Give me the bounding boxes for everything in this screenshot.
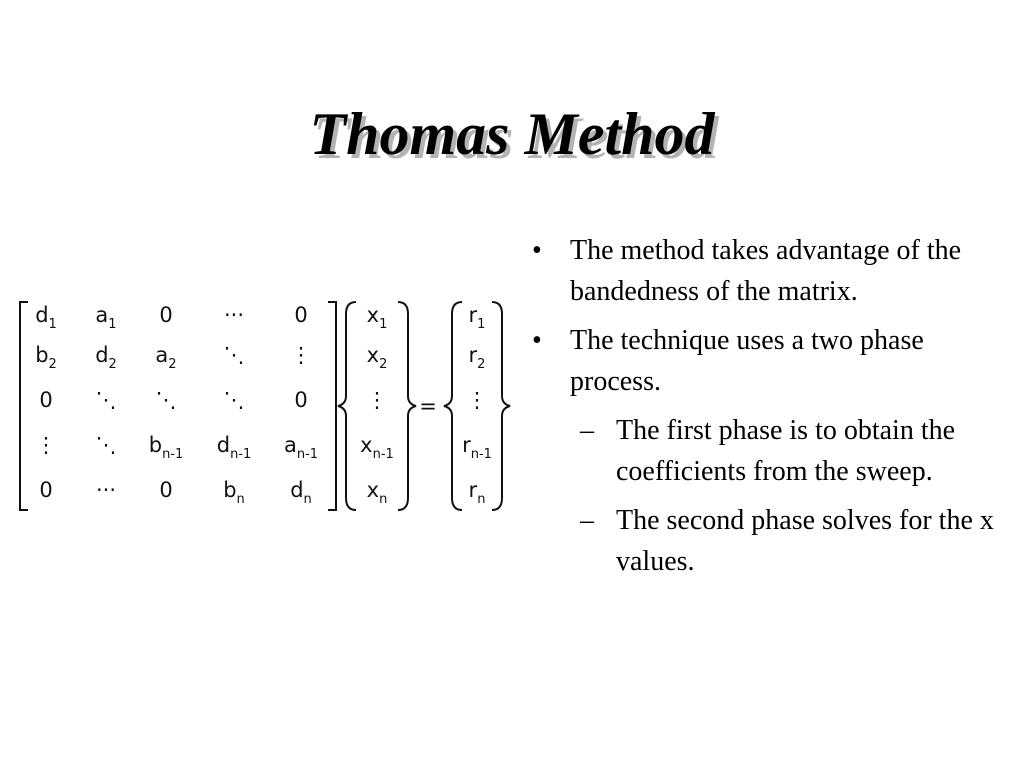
matrix-entry-r5-c5	[290, 478, 312, 507]
equation-drawing	[16, 292, 516, 520]
matrix-entry-r1-c3-symbol: 0	[159, 303, 173, 327]
matrix-entry-r3-c3-symbol: ⋱	[155, 388, 177, 412]
matrix-entry-r5-c3-symbol: 0	[159, 478, 173, 502]
r-vector-entry-2-symbol: r	[468, 343, 478, 367]
matrix-entry-r2-c5	[291, 343, 312, 367]
bullet-list	[530, 230, 1000, 590]
matrix-entry-r2-c4-symbol: ⋱	[223, 343, 245, 367]
matrix-entry-r3-c2-symbol: ⋱	[95, 388, 117, 412]
matrix-entry-r4-c4-subscript: n-1	[230, 447, 252, 462]
matrix-entry-r1-c1-symbol: d	[35, 303, 49, 327]
bullet-marker: •	[532, 325, 542, 356]
matrix-entry-r4-c5-symbol: a	[283, 433, 297, 457]
x-vector-entry-1-subscript: 1	[379, 317, 388, 332]
matrix-entry-r5-c5-symbol: d	[290, 478, 304, 502]
r-vector-entry-3	[467, 388, 488, 412]
x-vector-entry-2	[367, 343, 388, 372]
sub-bullet-item-first-phase	[530, 410, 1000, 492]
bullet-text: The method takes advantage of the bandedness of the matrix.	[570, 235, 962, 307]
matrix-entry-r4-c2	[96, 433, 117, 457]
matrix-entry-r2-c3-symbol: a	[155, 343, 169, 367]
r-vector-left-brace	[444, 302, 462, 510]
matrix-entry-r3-c2	[96, 388, 117, 412]
r-vector-entry-1	[469, 303, 486, 332]
sub-bullet-text: The first phase is to obtain the coefficients from the sweep.	[616, 415, 956, 487]
matrix-entry-r5-c1-symbol: 0	[39, 478, 53, 502]
r-vector-entry-5-subscript: n	[477, 492, 486, 507]
sub-bullet-marker: –	[580, 505, 594, 536]
matrix-right-bracket	[328, 302, 336, 510]
matrix-entry-r1-c4	[224, 303, 244, 327]
matrix-entry-r4-c5-subscript: n-1	[296, 447, 319, 462]
sub-bullet-marker: –	[580, 415, 594, 446]
matrix-entry-r2-c4	[224, 343, 245, 367]
tridiagonal-system-equation	[16, 292, 516, 520]
x-vector-entry-5	[367, 478, 388, 507]
r-vector-entry-2	[469, 343, 486, 372]
matrix-entry-r4-c5	[284, 433, 318, 462]
matrix-entry-r4-c4	[217, 433, 252, 462]
matrix-entry-r4-c1-symbol: ⋮	[35, 433, 57, 457]
matrix-entry-r2-c2-subscript: 2	[108, 357, 117, 372]
matrix-entry-r2-c1-subscript: 2	[48, 357, 57, 372]
matrix-entry-r1-c2-subscript: 1	[108, 317, 117, 332]
matrix-entry-r1-c1-subscript: 1	[48, 317, 57, 332]
slide-title: Thomas Method	[309, 101, 715, 167]
matrix-entry-r5-c2	[96, 478, 116, 502]
x-vector-entry-3-symbol: ⋮	[366, 388, 388, 412]
matrix-entry-r4-c3	[149, 433, 184, 462]
matrix-entry-r3-c5	[294, 388, 307, 412]
bullet-text: The technique uses a two phase process.	[570, 325, 924, 397]
matrix-entry-r3-c4-symbol: ⋱	[223, 388, 245, 412]
matrix-entry-r3-c3	[156, 388, 177, 412]
r-vector-entry-1-subscript: 1	[477, 317, 486, 332]
bullet-marker: •	[532, 235, 542, 266]
r-vector-entry-5	[469, 478, 486, 507]
x-vector-entry-1-symbol: x	[366, 303, 380, 327]
matrix-entry-r1-c1	[35, 303, 57, 332]
matrix-entry-r5-c4-subscript: n	[236, 492, 245, 507]
matrix-entry-r4-c3-subscript: n-1	[162, 447, 184, 462]
x-vector-left-brace	[338, 302, 356, 510]
sub-bullet-item-second-phase	[530, 500, 1000, 582]
matrix-left-bracket	[20, 302, 28, 510]
matrix-entry-r1-c2-symbol: a	[95, 303, 109, 327]
matrix-entry-r2-c3-subscript: 2	[168, 357, 177, 372]
x-vector-entry-4	[360, 433, 394, 462]
matrix-entry-r3-c4	[224, 388, 245, 412]
r-vector-entry-3-symbol: ⋮	[466, 388, 488, 412]
matrix-entry-r5-c3	[159, 478, 172, 502]
r-vector-entry-4-subscript: n-1	[470, 447, 492, 462]
matrix-entry-r3-c5-symbol: 0	[294, 388, 308, 412]
matrix-entry-r2-c2-symbol: d	[95, 343, 109, 367]
x-vector-entry-4-symbol: x	[360, 433, 373, 457]
r-vector-entry-4	[462, 433, 492, 462]
r-vector-right-brace	[492, 302, 510, 510]
matrix-entry-r2-c2	[95, 343, 117, 372]
matrix-entry-r4-c2-symbol: ⋱	[95, 433, 117, 457]
r-vector-entry-4-symbol: r	[462, 433, 471, 457]
bullet-item-two-phase	[530, 320, 1000, 402]
matrix-entry-r4-c3-symbol: b	[148, 433, 163, 457]
matrix-entry-r5-c4	[223, 478, 245, 507]
matrix-entry-r5-c5-subscript: n	[303, 492, 312, 507]
r-vector-entry-5-symbol: r	[468, 478, 478, 502]
r-vector-entry-2-subscript: 2	[477, 357, 486, 372]
matrix-entry-r3-c1-symbol: 0	[39, 388, 53, 412]
matrix-entry-r1-c5-symbol: 0	[294, 303, 308, 327]
matrix-entry-r5-c2-symbol: ···	[95, 478, 117, 502]
r-vector-entry-1-symbol: r	[468, 303, 478, 327]
matrix-entry-r1-c4-symbol: ···	[223, 303, 245, 327]
matrix-entry-r3-c1	[39, 388, 52, 412]
equals-sign: =	[419, 394, 437, 418]
matrix-entry-r4-c1	[36, 433, 57, 457]
matrix-entry-r5-c1	[39, 478, 52, 502]
sub-bullet-text: The second phase solves for the x values.	[616, 505, 994, 577]
matrix-entry-r2-c1	[35, 343, 57, 372]
matrix-entry-r2-c3	[155, 343, 176, 372]
x-vector-entry-5-symbol: x	[366, 478, 380, 502]
matrix-entry-r5-c4-symbol: b	[223, 478, 237, 502]
matrix-entry-r2-c5-symbol: ⋮	[290, 343, 312, 367]
matrix-entry-r1-c2	[95, 303, 116, 332]
matrix-entry-r4-c4-symbol: d	[216, 433, 231, 457]
x-vector-entry-5-subscript: n	[379, 492, 388, 507]
x-vector-entry-1	[367, 303, 388, 332]
matrix-entry-r1-c3	[159, 303, 172, 327]
x-vector-right-brace	[398, 302, 416, 510]
x-vector-entry-2-symbol: x	[366, 343, 380, 367]
matrix-entry-r2-c1-symbol: b	[35, 343, 49, 367]
x-vector-entry-2-subscript: 2	[379, 357, 388, 372]
x-vector-entry-4-subscript: n-1	[372, 447, 394, 462]
x-vector-entry-3	[367, 388, 388, 412]
matrix-entry-r1-c5	[294, 303, 307, 327]
bullet-item-bandedness	[530, 230, 1000, 312]
